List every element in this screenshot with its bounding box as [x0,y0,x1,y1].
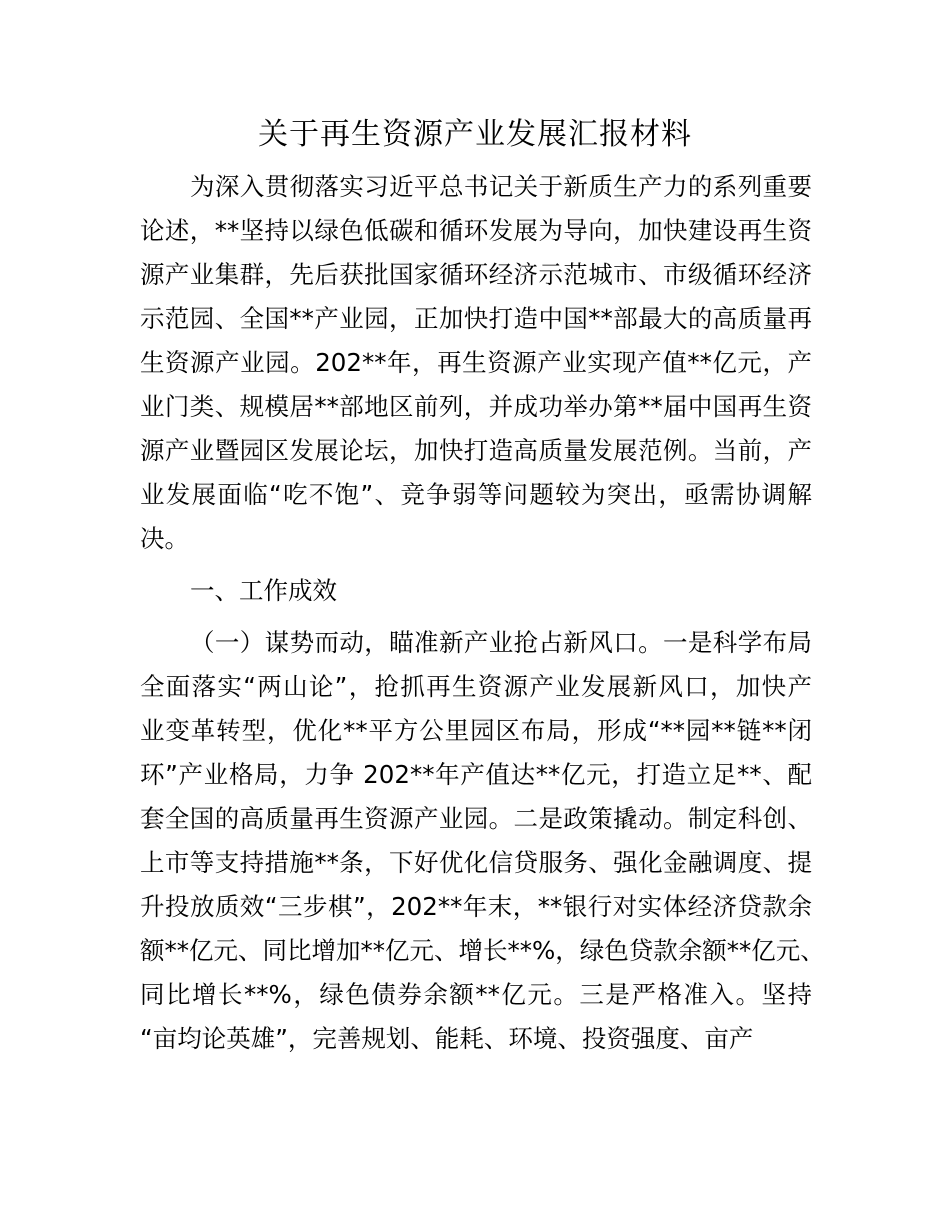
paragraph-section-line: 同比增长**%，绿色债券余额**亿元。三是严格准入。坚持 [140,980,812,1009]
paragraph-intro-line: 为深入贯彻落实习近平总书记关于新质生产力的系列重要 [190,172,812,201]
paragraph-intro-line: 源产业暨园区发展论坛，加快打造高质量发展范例。当前，产 [140,436,812,465]
paragraph-intro-line: 论述，**坚持以绿色低碳和循环发展为导向，加快建设再生资 [140,216,812,245]
paragraph-section-line: （一）谋势而动，瞄准新产业抢占新风口。一是科学布局 [190,628,812,657]
document-title: 关于再生资源产业发展汇报材料 [258,117,692,152]
paragraph-intro-line: 源产业集群，先后获批国家循环经济示范城市、市级循环经济 [140,260,812,289]
section-heading: 一、工作成效 [190,576,337,605]
paragraph-section-line: 全面落实“两山论”，抢抓再生资源产业发展新风口，加快产 [140,672,812,701]
paragraph-section-line: 额**亿元、同比增加**亿元、增长**%，绿色贷款余额**亿元、 [140,936,825,965]
paragraph-intro-line: 决。 [140,524,189,553]
paragraph-intro-line: 业发展面临“吃不饱”、竞争弱等问题较为突出，亟需协调解 [140,480,812,509]
paragraph-section-line: 升投放质效“三步棋”，202**年末，**银行对实体经济贷款余 [140,892,812,921]
paragraph-intro-line: 生资源产业园。202**年，再生资源产业实现产值**亿元，产 [140,348,812,377]
paragraph-section-line: “亩均论英雄”，完善规划、能耗、环境、投资强度、亩产 [140,1024,754,1053]
paragraph-section-line: 环”产业格局，力争 202**年产值达**亿元，打造立足**、配 [140,760,812,789]
paragraph-intro-line: 业门类、规模居**部地区前列，并成功举办第**届中国再生资 [140,392,812,421]
paragraph-section-line: 业变革转型，优化**平方公里园区布局，形成“**园**链**闭 [140,716,812,745]
paragraph-section-line: 上市等支持措施**条，下好优化信贷服务、强化金融调度、提 [140,848,812,877]
paragraph-intro-line: 示范园、全国**产业园，正加快打造中国**部最大的高质量再 [140,304,812,333]
paragraph-section-line: 套全国的高质量再生资源产业园。二是政策撬动。制定科创、 [140,804,812,833]
